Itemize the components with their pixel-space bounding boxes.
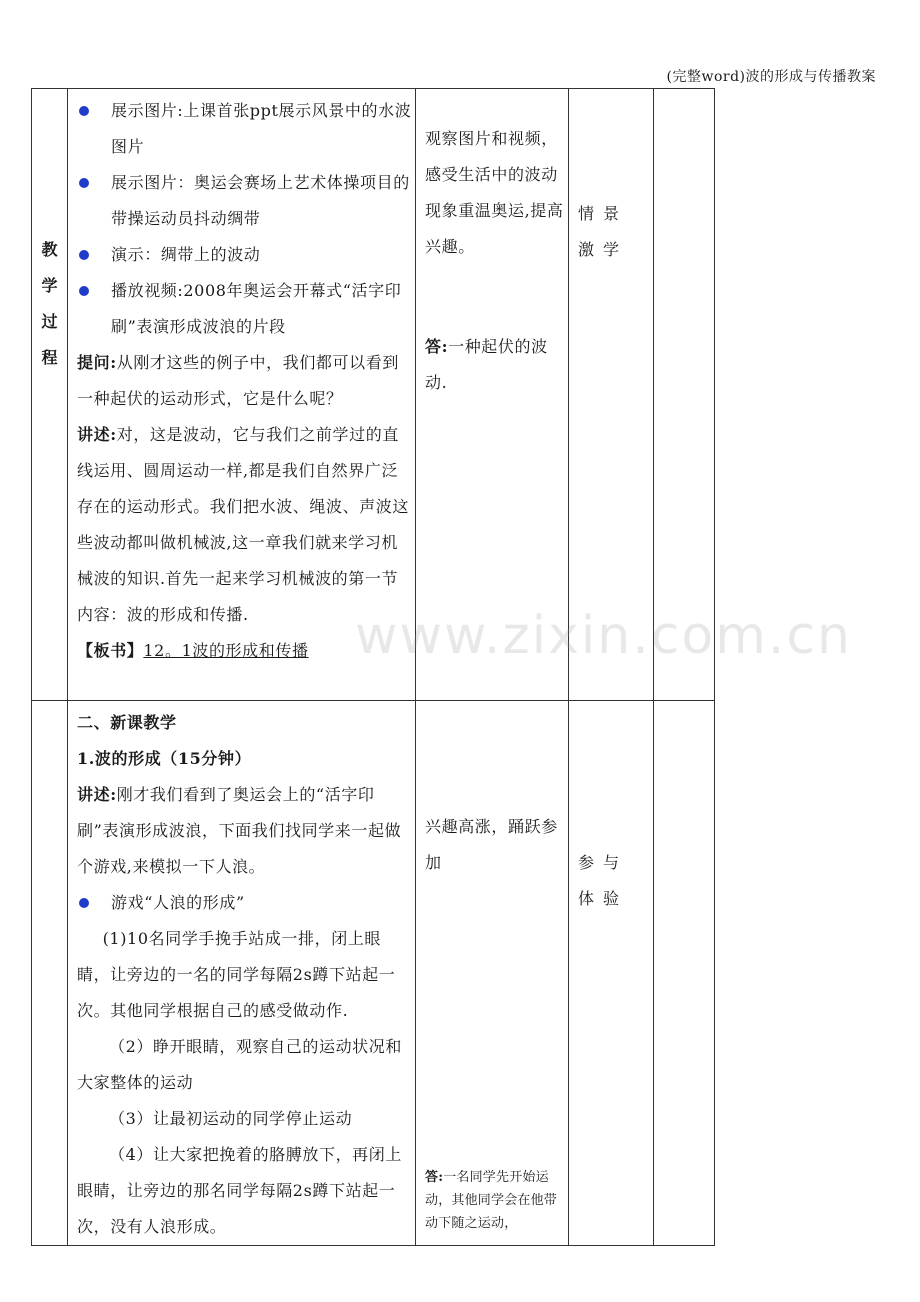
explain-paragraph: 讲述:刚才我们看到了奥运会上的“活字印刷”表演形成波浪，下面我们找同学来一起做个游戏,来模拟一下人浪。 xyxy=(77,785,402,876)
step-item: （4）让大家把挽着的胳膊放下，再闭上眼睛，让旁边的那名同学每隔2s蹲下站起一次，没有人浪形成。 xyxy=(77,1145,402,1236)
student-answer: 答:一名同学先开始运动，其他同学会在他带动下随之运动， xyxy=(425,1170,558,1231)
list-item: 展示图片：奥运会赛场上艺术体操项目的带操运动员抖动绸带 xyxy=(77,165,413,237)
bullet-icon xyxy=(79,286,89,296)
bullet-icon xyxy=(79,250,89,260)
student-activity-text: 兴趣高涨，踊跃参加 xyxy=(425,817,558,872)
watermark: www.zixin.com.cn xyxy=(355,606,852,666)
list-item: 游戏“人浪的形成” xyxy=(77,885,413,921)
bullet-icon xyxy=(79,178,89,188)
teaching-method: 参与体验 xyxy=(578,853,629,908)
student-answer: 答:一种起伏的波动. xyxy=(425,337,548,392)
lesson-plan-table xyxy=(31,88,715,1246)
step-item: （2）睁开眼睛，观察自己的运动状况和大家整体的运动 xyxy=(77,1037,402,1092)
bullet-icon xyxy=(79,898,89,908)
list-item: 演示：绸带上的波动 xyxy=(77,237,413,273)
section-label-cell xyxy=(32,89,68,701)
table-row xyxy=(32,701,715,1246)
notes-cell xyxy=(654,701,715,1246)
list-item: 展示图片:上课首张ppt展示风景中的水波图片 xyxy=(77,93,413,165)
explain-paragraph: 讲述:对，这是波动，它与我们之前学过的直线运用、圆周运动一样,都是我们自然界广泛存在的运动形式。我们把水波、绳波、声波这些波动都叫做机械波,这一章我们就来学习机械波的知识.首先一起来学习机械波的第一节内容：波的形成和传播. xyxy=(77,425,410,624)
question-paragraph: 提问:从刚才这些的例子中，我们都可以看到一种起伏的运动形式，它是什么呢？ xyxy=(77,353,399,408)
teaching-content-cell xyxy=(68,701,416,1246)
student-activity-cell xyxy=(416,701,569,1246)
sub-heading: 1.波的形成（15分钟） xyxy=(77,749,252,768)
teaching-method: 情景激学 xyxy=(578,204,629,259)
section-label: 教 学 过 程 xyxy=(41,240,58,367)
section-label-cell xyxy=(32,701,68,1246)
list-item: 播放视频:2008年奥运会开幕式“活字印刷”表演形成波浪的片段 xyxy=(77,273,413,345)
student-activity-text: 观察图片和视频，感受生活中的波动现象重温奥运,提高兴趣。 xyxy=(425,129,564,256)
step-item: (1)10名同学手挽手站成一排，闭上眼睛，让旁边的一名的同学每隔2s蹲下站起一次。其他同学根据自己的感受做动作. xyxy=(77,929,396,1020)
document-header: (完整word)波的形成与传播教案 xyxy=(666,69,876,85)
board-note: 【板书】12。1波的形成和传播 xyxy=(77,641,309,660)
bullet-icon xyxy=(79,106,89,116)
section-heading: 二、新课教学 xyxy=(77,713,177,732)
step-item: （3）让最初运动的同学停止运动 xyxy=(109,1109,353,1128)
method-cell xyxy=(569,701,654,1246)
